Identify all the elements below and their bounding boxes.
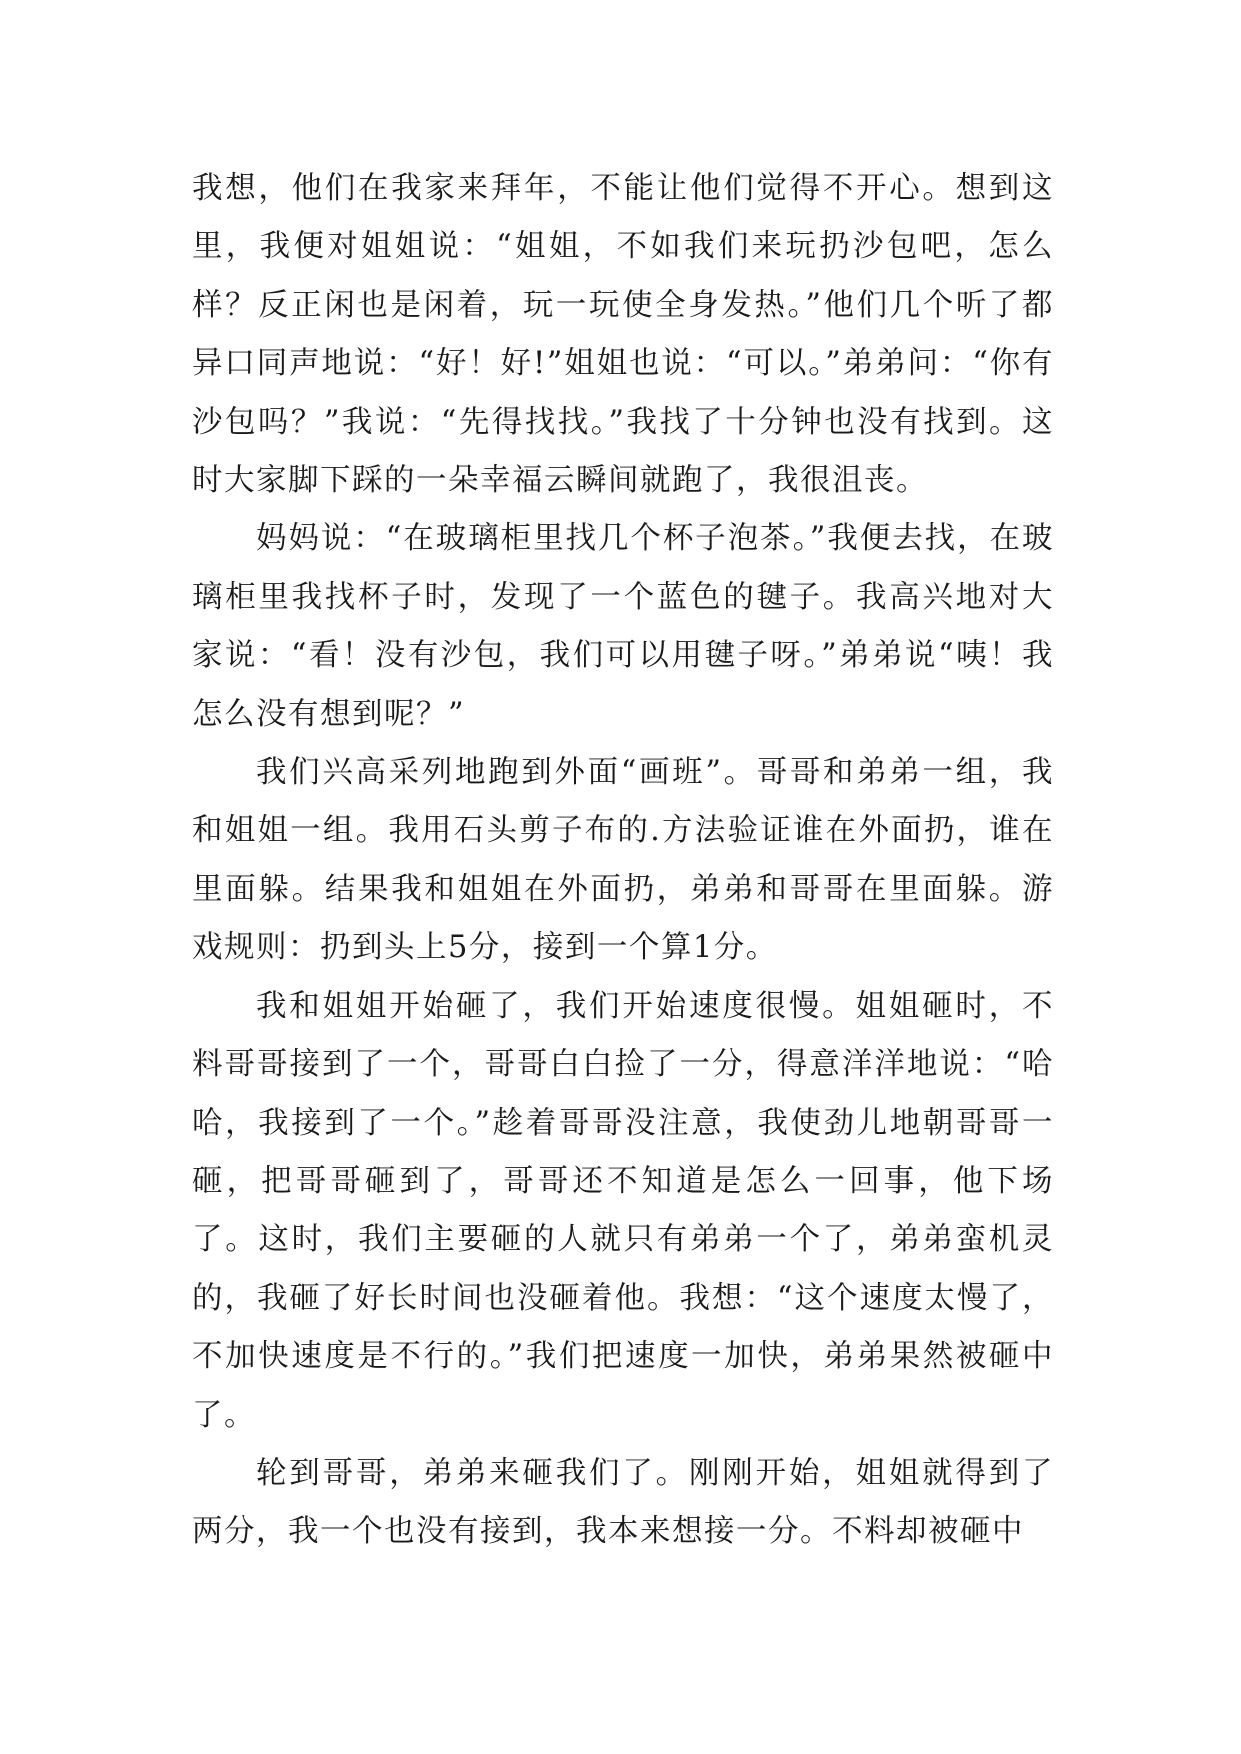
paragraph-5: 轮到哥哥，弟弟来砸我们了。刚刚开始，姐姐就得到了两分，我一个也没有接到，我本来想接一分。不料却被砸中 (192, 1455, 1054, 1550)
paragraph-1: 我想，他们在我家来拜年，不能让他们觉得不开心。想到这里，我便对姐姐说：“姐姐，不如我们来玩扔沙包吧，怎么样？反正闲也是闲着，玩一玩使全身发热。”他们几个听了都异口同声地说：“好！好!”姐姐也说：“可以。”弟弟问：“你有沙包吗？”我说：“先得找找。”我找了十分钟也没有找到。这时大家脚下踩的一朵幸福云瞬间就跑了，我很沮丧。 (192, 171, 1054, 499)
paragraph-3: 我们兴高采列地跑到外面“画班”。哥哥和弟弟一组，我和姐姐一组。我用石头剪子布的.方法验证谁在外面扔，谁在里面躲。结果我和姐姐在外面扔，弟弟和哥哥在里面躲。游戏规则：扔到头上5分，接到一个算1分。 (192, 755, 1054, 966)
paragraph-2: 妈妈说：“在玻璃柜里找几个杯子泡茶。”我便去找，在玻璃柜里我找杯子时，发现了一个蓝色的毽子。我高兴地对大家说：“看！没有沙包，我们可以用毽子呀。”弟弟说“咦！我怎么没有想到呢？” (192, 521, 1054, 732)
document-page (192, 160, 1054, 1562)
paragraph-4: 我和姐姐开始砸了，我们开始速度很慢。姐姐砸时，不料哥哥接到了一个，哥哥白白捡了一分，得意洋洋地说：“哈哈，我接到了一个。”趁着哥哥没注意，我使劲儿地朝哥哥一砸，把哥哥砸到了，哥哥还不知道是怎么一回事，他下场了。这时，我们主要砸的人就只有弟弟一个了，弟弟蛮机灵的，我砸了好长时间也没砸着他。我想：“这个速度太慢了，不加快速度是不行的。”我们把速度一加快，弟弟果然被砸中了。 (192, 988, 1054, 1433)
